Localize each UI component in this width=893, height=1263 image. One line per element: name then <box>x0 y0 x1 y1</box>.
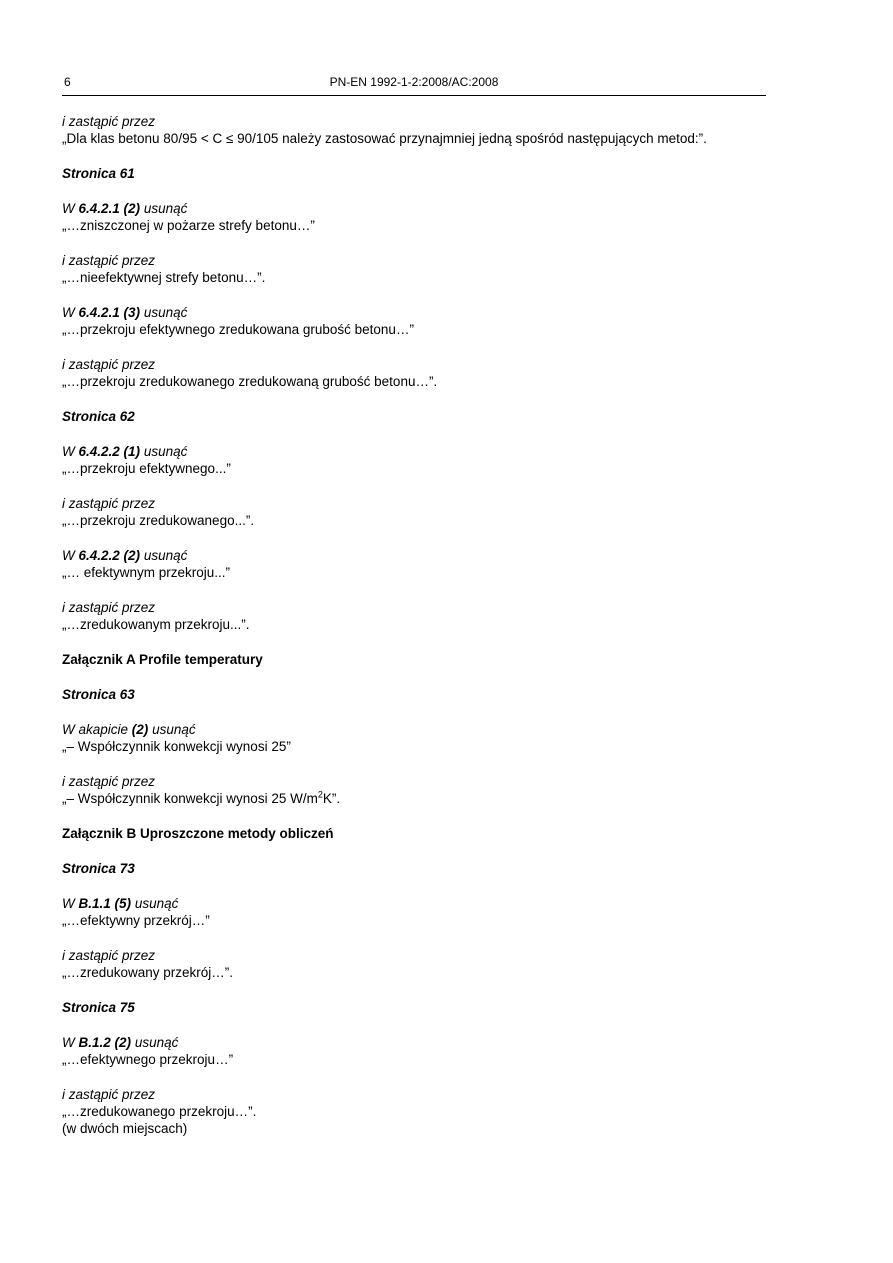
instruction-action: usunąć <box>143 201 188 216</box>
deletion-block <box>62 721 782 755</box>
page-content <box>62 113 782 1155</box>
clause-reference: B.1.1 (5) <box>78 896 132 911</box>
deletion-instruction <box>62 304 782 321</box>
instruction-prefix: W <box>62 548 75 563</box>
replacement-note: (w dwóch miejscach) <box>62 1121 188 1136</box>
clause-reference: 6.4.2.2 (2) <box>78 548 141 563</box>
page-heading: Stronica 63 <box>62 687 135 702</box>
replace-intro: i zastąpić przez <box>62 948 156 963</box>
annex-heading: Załącznik B Uproszczone metody obliczeń <box>62 826 334 841</box>
deleted-text: „…efektywnego przekroju…” <box>62 1052 234 1067</box>
page-heading: Stronica 73 <box>62 861 135 876</box>
replacement-block <box>62 1086 782 1137</box>
replacement-text: „Dla klas betonu 80/95 < C ≤ 90/105 należy zastosować przynajmniej jedną spośród następujących metod:”. <box>62 131 707 146</box>
instruction-action: usunąć <box>134 1035 179 1050</box>
document-title: PN-EN 1992-1-2:2008/AC:2008 <box>329 75 499 89</box>
replace-intro: i zastąpić przez <box>62 357 156 372</box>
instruction-prefix: W <box>62 896 75 911</box>
deletion-instruction <box>62 547 782 564</box>
deletion-block <box>62 547 782 581</box>
instruction-prefix: W akapicie <box>62 722 129 737</box>
replace-intro: i zastąpić przez <box>62 496 156 511</box>
deletion-instruction <box>62 200 782 217</box>
page-heading: Stronica 61 <box>62 166 135 181</box>
instruction-prefix: W <box>62 444 75 459</box>
replace-intro: i zastąpić przez <box>62 600 156 615</box>
replacement-text: „…przekroju zredukowanego zredukowaną grubość betonu…”. <box>62 374 438 389</box>
instruction-action: usunąć <box>134 896 179 911</box>
instruction-prefix: W <box>62 1035 75 1050</box>
replacement-text: „…przekroju zredukowanego...”. <box>62 513 255 528</box>
replace-intro: i zastąpić przez <box>62 774 156 789</box>
deleted-text: „– Współczynnik konwekcji wynosi 25” <box>62 739 291 754</box>
deleted-text: „…przekroju efektywnego zredukowana grubość betonu…” <box>62 322 414 337</box>
replacement-block <box>62 599 782 633</box>
replacement-text: „…zredukowanym przekroju...”. <box>62 617 250 632</box>
deletion-block <box>62 304 782 338</box>
deletion-block <box>62 200 782 234</box>
replacement-block <box>62 252 782 286</box>
replacement-block <box>62 495 782 529</box>
deleted-text: „…przekroju efektywnego...” <box>62 461 231 476</box>
replacement-block <box>62 113 782 147</box>
replacement-text-part: K”. <box>322 791 341 806</box>
page-heading: Stronica 75 <box>62 1000 135 1015</box>
page-heading: Stronica 62 <box>62 409 135 424</box>
instruction-prefix: W <box>62 201 75 216</box>
instruction-action: usunąć <box>143 305 188 320</box>
deletion-instruction <box>62 1034 782 1051</box>
instruction-action: usunąć <box>152 722 196 737</box>
superscript: 2 <box>317 789 323 800</box>
clause-reference: (2) <box>131 722 149 737</box>
deleted-text: „…efektywny przekrój…” <box>62 913 210 928</box>
replace-intro: i zastąpić przez <box>62 1087 156 1102</box>
replacement-text-part: „– Współczynnik konwekcji wynosi 25 W/m <box>62 791 318 806</box>
instruction-action: usunąć <box>143 548 188 563</box>
replacement-text <box>62 790 782 807</box>
deletion-instruction <box>62 443 782 460</box>
deleted-text: „…zniszczonej w pożarze strefy betonu…” <box>62 218 315 233</box>
instruction-action: usunąć <box>143 444 188 459</box>
deleted-text: „… efektywnym przekroju...” <box>62 565 231 580</box>
deletion-instruction <box>62 895 782 912</box>
replacement-block <box>62 947 782 981</box>
replace-intro: i zastąpić przez <box>62 253 156 268</box>
replacement-text: „…nieefektywnej strefy betonu…”. <box>62 270 266 285</box>
clause-reference: 6.4.2.2 (1) <box>78 444 141 459</box>
deletion-block <box>62 895 782 929</box>
deletion-block <box>62 443 782 477</box>
replacement-block <box>62 356 782 390</box>
clause-reference: 6.4.2.1 (3) <box>78 305 141 320</box>
instruction-prefix: W <box>62 305 75 320</box>
deletion-instruction <box>62 721 782 738</box>
page-header <box>62 75 766 96</box>
page-number: 6 <box>64 75 71 89</box>
deletion-block <box>62 1034 782 1068</box>
clause-reference: B.1.2 (2) <box>78 1035 132 1050</box>
replace-intro: i zastąpić przez <box>62 114 156 129</box>
replacement-text: „…zredukowany przekrój…”. <box>62 965 234 980</box>
replacement-block <box>62 773 782 807</box>
clause-reference: 6.4.2.1 (2) <box>78 201 141 216</box>
replacement-text: „…zredukowanego przekroju…”. <box>62 1104 257 1119</box>
annex-heading: Załącznik A Profile temperatury <box>62 652 263 667</box>
